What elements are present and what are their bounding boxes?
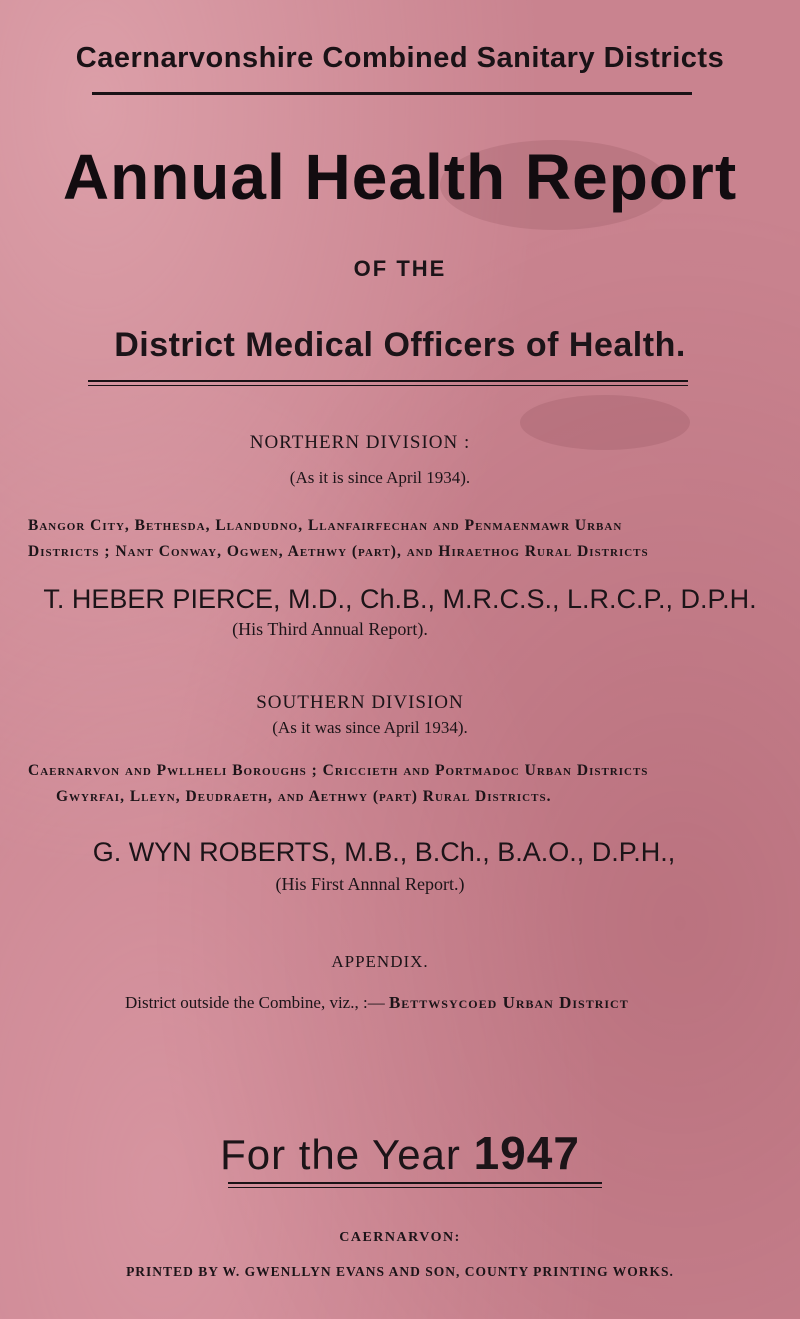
document-header: Caernarvonshire Combined Sanitary Districts	[75, 42, 725, 74]
report-title: Annual Health Report	[62, 141, 738, 213]
northern-districts-line-1: Bangor City, Bethesda, Llandudno, Llanfairfechan and Penmaenmawr Urban	[28, 517, 623, 534]
northern-report-note: (His Third Annual Report).	[232, 619, 428, 639]
subtitle-rule	[88, 380, 688, 382]
southern-division-note: (As it was since April 1934).	[272, 718, 468, 737]
header-rule	[92, 92, 692, 95]
northern-districts-line-2: Districts ; Nant Conway, Ogwen, Aethwy (part), and Hiraethog Rural Districts	[28, 543, 649, 560]
printer-credit: PRINTED BY W. GWENLLYN EVANS AND SON, COUNTY PRINTING WORKS.	[126, 1264, 674, 1279]
subtitle-rule-thin	[88, 385, 688, 386]
southern-districts-line-2: Gwyrfai, Lleyn, Deudraeth, and Aethwy (part) Rural Districts.	[56, 788, 552, 805]
report-year-line	[0, 1126, 800, 1180]
year-rule	[228, 1182, 602, 1184]
printing-place: CAERNARVON:	[339, 1230, 461, 1245]
year-prefix: For the Year	[220, 1131, 461, 1178]
southern-officer-name: G. WYN ROBERTS, M.B., B.Ch., B.A.O., D.P.H.,	[92, 837, 676, 867]
southern-report-note: (His First Annnal Report.)	[275, 874, 465, 894]
appendix-line-prefix: District outside the Combine, viz., :—	[125, 993, 385, 1012]
appendix-heading: APPENDIX.	[331, 952, 429, 971]
year-rule-thin	[228, 1187, 602, 1188]
report-year: 1947	[473, 1127, 580, 1179]
of-the-label: OF THE	[353, 256, 447, 281]
appendix-district: Bettwsycoed Urban District	[388, 993, 629, 1012]
northern-officer-name: T. HEBER PIERCE, M.D., Ch.B., M.R.C.S., L.R.C.P., D.P.H.	[43, 584, 757, 614]
report-subtitle: District Medical Officers of Health.	[114, 326, 686, 364]
appendix-line	[125, 993, 765, 1013]
southern-division-heading: SOUTHERN DIVISION	[256, 692, 464, 713]
northern-division-note: (As it is since April 1934).	[289, 468, 471, 487]
northern-division-heading: NORTHERN DIVISION :	[249, 432, 471, 453]
southern-districts-line-1: Caernarvon and Pwllheli Boroughs ; Criccieth and Portmadoc Urban Districts	[28, 762, 649, 779]
